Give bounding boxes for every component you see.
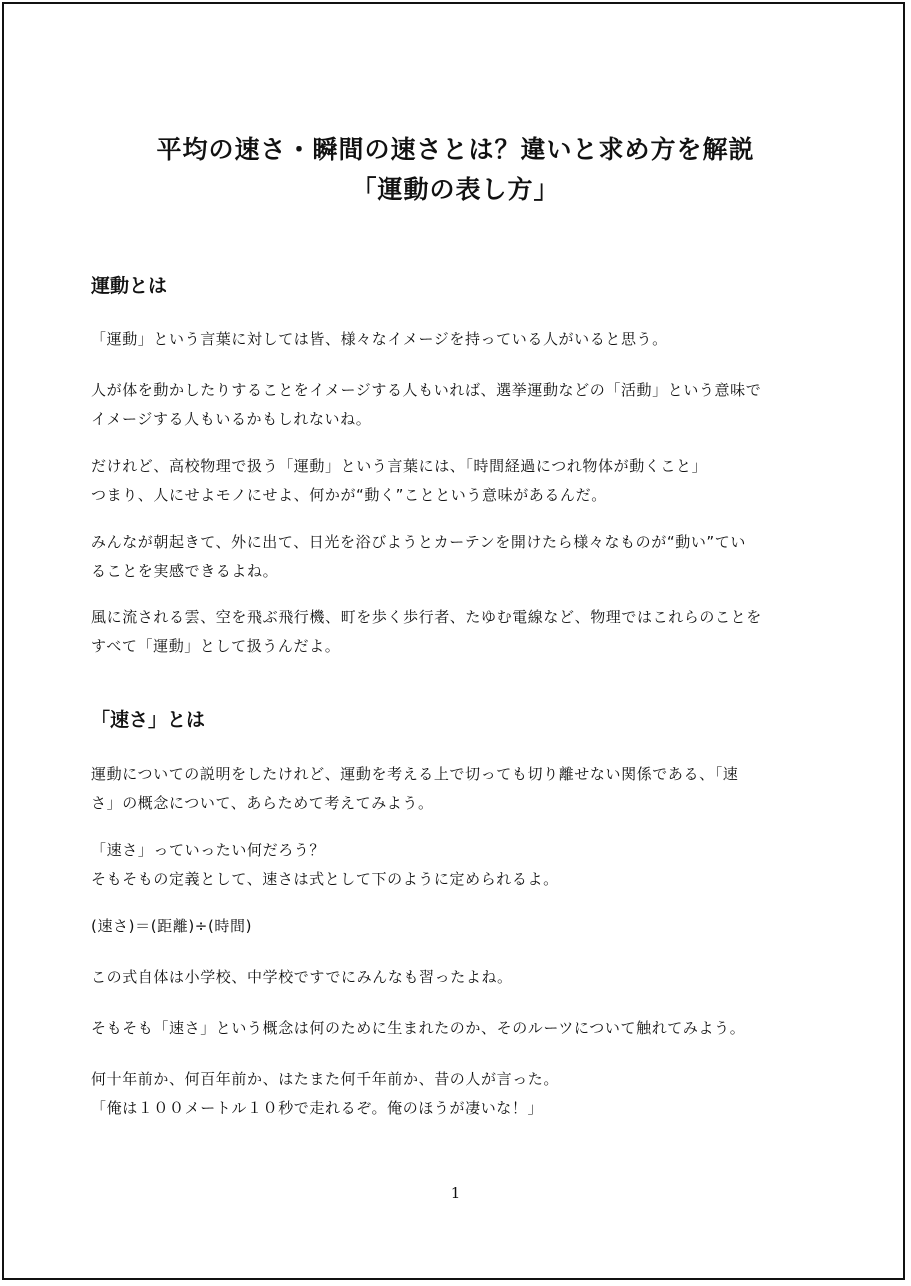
paragraph bbox=[91, 383, 821, 427]
formula-line: (速さ)＝(距離)÷(時間) bbox=[91, 917, 253, 935]
paragraph-line: だけれど、高校物理で扱う「運動」という言葉には、「時間経過につれ物体が動くこと」 bbox=[91, 457, 708, 475]
paragraph bbox=[91, 459, 821, 503]
paragraph-line: ることを実感できるよね。 bbox=[91, 562, 279, 580]
paragraph-line: 人が体を動かしたりすることをイメージする人もいれば、選挙運動などの「活動」という意味で bbox=[91, 381, 762, 399]
paragraph bbox=[91, 610, 821, 654]
paragraph-line: 「俺は１００メートル１０秒で走れるぞ。俺のほうが凄いな！」 bbox=[91, 1099, 544, 1117]
paragraph-line: つまり、人にせよモノにせよ、何かが“動く”ことという意味があるんだ。 bbox=[91, 486, 607, 504]
paragraph bbox=[91, 332, 821, 347]
paragraph-line: そもそも「速さ」という概念は何のために生まれたのか、そのルーツについて触れてみよう。 bbox=[91, 1019, 746, 1037]
paragraph bbox=[91, 535, 821, 579]
paragraph-line: この式自体は小学校、中学校ですでにみんなも習ったよね。 bbox=[91, 968, 513, 986]
paragraph bbox=[91, 767, 821, 811]
section-heading-hayasa: 「速さ」とは bbox=[91, 709, 206, 731]
section-heading-undou: 運動とは bbox=[91, 275, 168, 297]
paragraph bbox=[91, 970, 821, 985]
paragraph-line: 運動についての説明をしたけれど、運動を考える上で切っても切り離せない関係である、「速 bbox=[91, 765, 739, 783]
paragraph-line: さ」の概念について、あらためて考えてみよう。 bbox=[91, 794, 434, 812]
document-title-line-2: 「運動の表し方」 bbox=[351, 175, 560, 204]
paragraph-line: 何十年前か、何百年前か、はたまた何千年前か、昔の人が言った。 bbox=[91, 1070, 560, 1088]
paragraph-line: 「運動」という言葉に対しては皆、様々なイメージを持っている人がいると思う。 bbox=[91, 330, 668, 348]
paragraph bbox=[91, 1021, 821, 1036]
paragraph-line: 風に流される雲、空を飛ぶ飛行機、町を歩く歩行者、たゆむ電線など、物理ではこれらのことを bbox=[91, 608, 762, 626]
page-number: 1 bbox=[450, 1184, 461, 1202]
paragraph-line: 「速さ」っていったい何だろう？ bbox=[91, 841, 326, 859]
paragraph-line: すべて「運動」として扱うんだよ。 bbox=[91, 637, 341, 655]
paragraph-line: イメージする人もいるかもしれないね。 bbox=[91, 410, 372, 428]
paragraph-line: みんなが朝起きて、外に出て、日光を浴びようとカーテンを開けたら様々なものが“動い”てい bbox=[91, 533, 746, 551]
formula bbox=[91, 919, 821, 934]
paragraph-line: そもそもの定義として、速さは式として下のように定められるよ。 bbox=[91, 870, 559, 888]
paragraph bbox=[91, 1072, 821, 1116]
paragraph bbox=[91, 843, 821, 887]
document-title-line-1: 平均の速さ・瞬間の速さとは？違いと求め方を解説 bbox=[156, 135, 755, 164]
